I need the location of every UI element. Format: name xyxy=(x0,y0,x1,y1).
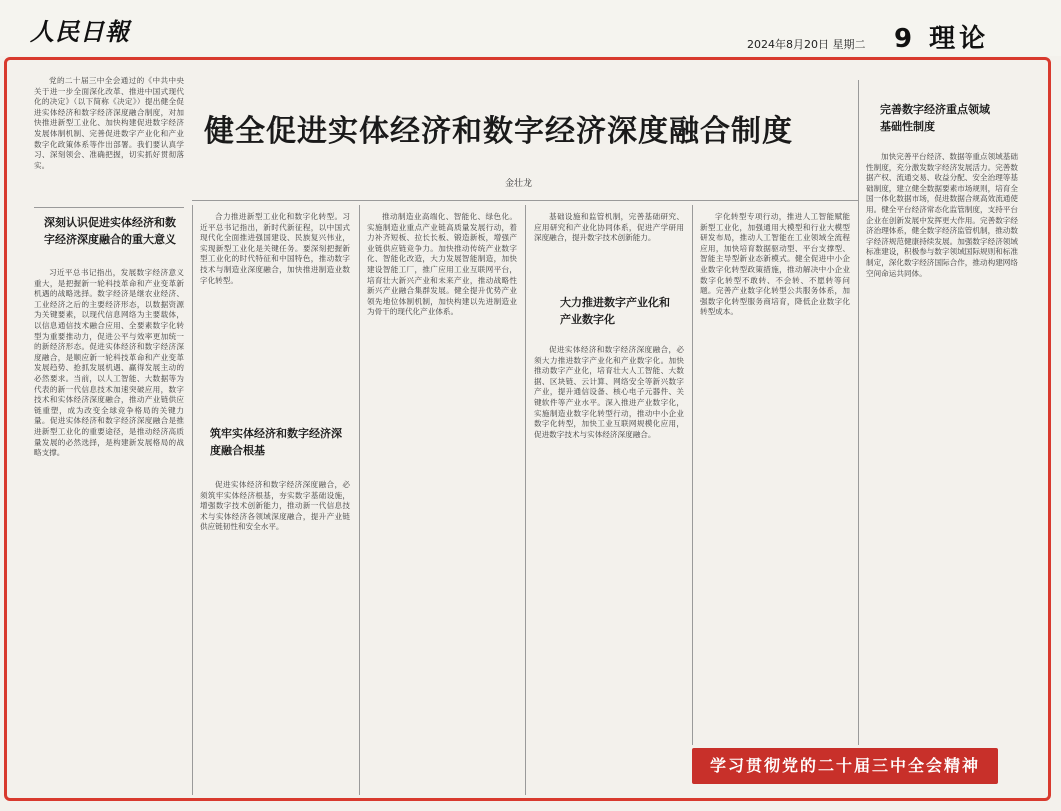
body-column-1: 习近平总书记指出，发展数字经济意义重大，是把握新一轮科技革命和产业变革新机遇的战略选择。数字经济是继农业经济、工业经济之后的主要经济形态，以数据资源为关键要素，以现代信息网络为主要载体，以信息通信技术融合应用、全要素数字化转型为重要推动力，促进公平与效率更加统一的新经济形态。促进实体经济和数字经济深度融合，是顺应新一轮科技革命和产业变革发展趋势、抢抓发展机遇、赢得发展主动的必然要求。当前，以人工智能、大数据等为代表的新一代信息技术加速突破应用，数字技术和实体经济深度融合，推动产业链供应链重塑，成为改变全球竞争格局的关键力量。促进实体经济和数字经济深度融合是推进新型工业化的重要途径，是推动经济高质量发展的必然选择，是构建新发展格局的战略支撑。 xyxy=(34,268,184,458)
body-column-2a: 合力推进新型工业化和数字化转型。习近平总书记指出，新时代新征程，以中国式现代化全面推进强国建设、民族复兴伟业，实现新型工业化是关键任务。要深刻把握新型工业化的时代特征和中国特色，推动数字技术与制造业深度融合，加快推进制造业数字化转型。 xyxy=(200,212,350,285)
body-column-4a: 基础设施和监管机制，完善基础研究、应用研究和产业化协同体系，促进产学研用深度融合，提升数字技术创新能力。 xyxy=(534,212,684,243)
body-column-2b: 促进实体经济和数字经济深度融合，必须筑牢实体经济根基，夯实数字基础设施，增强数字技术创新能力，推动新一代信息技术与实体经济各领域深度融合，提升产业链供应链韧性和安全水平。 xyxy=(200,480,350,532)
column-divider xyxy=(858,80,859,745)
newspaper-logo: 人民日報 xyxy=(30,17,130,46)
body-column-3: 推动制造业高端化、智能化、绿色化。实施制造业重点产业链高质量发展行动，着力补齐短板、拉长长板、锻造新板，增强产业链供应链竞争力。加快推动传统产业数字化、智能化改造，大力发展智能制造，加快建设智能工厂，推广应用工业互联网平台，培育壮大新兴产业和未来产业，推动战略性新兴产业融合集群发展。健全提升优势产业领先地位体制机制，加快构建以先进制造业为骨干的现代化产业体系。 xyxy=(367,212,517,317)
article-title: 健全促进实体经济和数字经济深度融合制度 xyxy=(204,114,793,149)
column-divider xyxy=(192,205,193,795)
column-divider xyxy=(525,205,526,795)
body-column-4b: 促进实体经济和数字经济深度融合，必须大力推进数字产业化和产业数字化。加快推动数字产业化，培育壮大人工智能、大数据、区块链、云计算、网络安全等新兴数字产业，提升通信设备、核心电子元器件、关键软件等产业水平。深入推进产业数字化，实施制造业数字化转型行动，推动中小企业数字化转型，加快工业互联网规模化应用，促进数字技术与实体经济深度融合。 xyxy=(534,345,684,439)
section-heading-1: 深刻认识促进实体经济和数字经济深度融合的重大意义 xyxy=(44,216,176,246)
column-divider xyxy=(692,205,693,745)
section-heading-4: 完善数字经济重点领域基础性制度 xyxy=(880,103,990,133)
article-intro: 党的二十届三中全会通过的《中共中央关于进一步全面深化改革、推进中国式现代化的决定》（以下简称《决定》）提出健全促进实体经济和数字经济深度融合制度，对加快推进新型工业化、加快构建促进数字经济发展体制机制、完善促进数字产业化和产业数字化政策体系等作出部署。我们要认真学习、深刻领会、准确把握，切实抓好贯彻落实。 xyxy=(34,76,184,170)
column-divider xyxy=(359,205,360,795)
masthead xyxy=(0,0,1061,56)
section-heading-3: 大力推进数字产业化和产业数字化 xyxy=(560,296,670,326)
article-author: 金壮龙 xyxy=(505,179,533,189)
body-column-5: 字化转型专项行动，推进人工智能赋能新型工业化，加强通用大模型和行业大模型研发布局，推动人工智能在工业领域全流程应用，加快培育数据驱动型、平台支撑型、智能主导型新业态新模式。健全促进中小企业数字化转型政策措施，推动解决中小企业数字化转型不敢转、不会转、不愿转等问题。完善产业数字化转型公共服务体系，加强数字化转型服务商培育，降低企业数字化转型成本。 xyxy=(700,212,850,317)
intro-rule xyxy=(34,207,184,208)
body-column-6: 加快完善平台经济、数据等重点领域基础性制度，充分激发数字经济发展活力。完善数据产权、流通交易、收益分配、安全治理等基础制度，建立健全数据要素市场规则，培育全国一体化数据市场，促进数据合规高效流通使用。健全平台经济常态化监管制度，支持平台企业在创新发展中发挥更大作用。完善数字经济治理体系，健全数字经济监管机制，推动数字经济规范健康持续发展。加强数字经济领域标准建设，积极参与数字领域国际规则和标准制定，深化数字经济国际合作，推动构建网络空间命运共同体。 xyxy=(866,152,1018,278)
section-heading-2: 筑牢实体经济和数字经济深度融合根基 xyxy=(210,427,342,457)
page-number-section: 9 理论 xyxy=(894,24,990,54)
title-rule xyxy=(192,200,858,201)
issue-date: 2024年8月20日 星期二 xyxy=(747,38,866,51)
series-banner: 学习贯彻党的二十届三中全会精神 xyxy=(692,748,998,784)
